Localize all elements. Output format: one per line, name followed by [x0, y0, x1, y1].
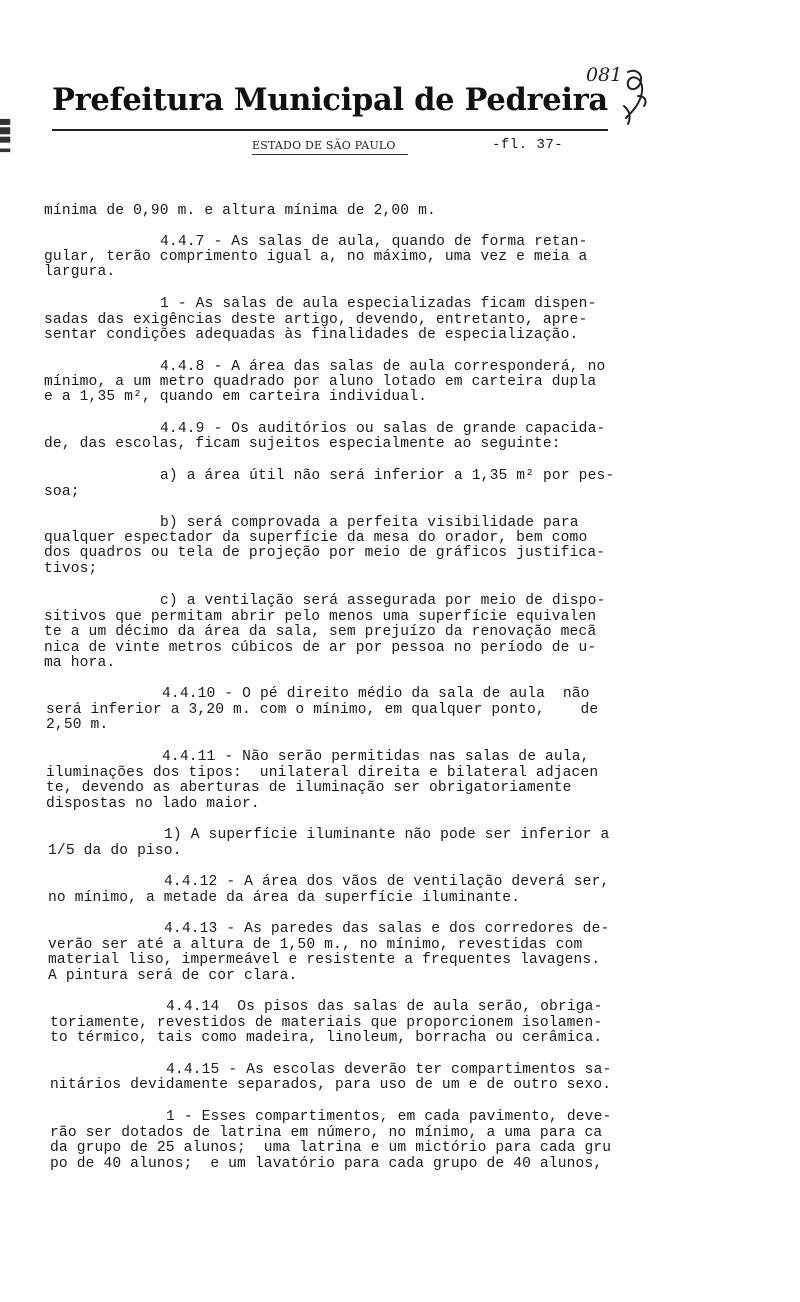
text-line: material liso, impermeável e resistente a frequentes lavagens.: [48, 952, 601, 968]
text-line: 1) A superfície iluminante não pode ser inferior a: [164, 827, 610, 843]
text-line: a) a área útil não será inferior a 1,35 m² por pes-: [160, 468, 615, 484]
text-line: será inferior a 3,20 m. com o mínimo, em qualquer ponto, de: [46, 702, 599, 718]
letterhead-title: Prefeitura Municipal de Pedreira: [52, 82, 608, 118]
handwritten-signature: [614, 66, 654, 128]
state-underline: [252, 154, 408, 155]
text-line: largura.: [44, 264, 116, 280]
text-line: 4.4.13 - As paredes das salas e dos corredores de-: [164, 921, 610, 937]
text-line: 1/5 da do piso.: [48, 843, 182, 859]
text-line: 4.4.10 - O pé direito médio da sala de aula não: [162, 686, 590, 702]
page-stamp-number: 081: [586, 64, 623, 86]
text-line: de, das escolas, ficam sujeitos especialmente ao seguinte:: [44, 436, 561, 452]
text-line: nitários devidamente separados, para uso de um e de outro sexo.: [50, 1077, 612, 1093]
text-line: no mínimo, a metade da área da superfície iluminante.: [48, 890, 521, 906]
text-line: A pintura será de cor clara.: [48, 968, 298, 984]
text-line: nica de vinte metros cúbicos de ar por pessoa no período de u-: [44, 640, 597, 656]
text-line: c) a ventilação será assegurada por meio de dispo-: [160, 593, 606, 609]
text-line: gular, terão comprimento igual a, no máximo, uma vez e meia a: [44, 249, 588, 265]
text-line: sentar condições adequadas às finalidades de especialização.: [44, 327, 579, 343]
text-line: mínima de 0,90 m. e altura mínima de 2,00 m.: [44, 203, 436, 219]
text-line: e a 1,35 m², quando em carteira individual.: [44, 389, 428, 405]
text-line: 4.4.8 - A área das salas de aula corresponderá, no: [160, 359, 606, 375]
text-line: b) será comprovada a perfeita visibilidade para: [160, 515, 579, 531]
text-line: ma hora.: [44, 655, 116, 671]
text-line: 4.4.15 - As escolas deverão ter compartimentos sa-: [166, 1062, 612, 1078]
text-line: dispostas no lado maior.: [46, 796, 260, 812]
text-line: rão ser dotados de latrina em número, no mínimo, a uma para ca: [50, 1125, 603, 1141]
text-line: mínimo, a um metro quadrado por aluno lotado em carteira dupla: [44, 374, 597, 390]
text-line: sitivos que permitam abrir pelo menos uma superfície equivalen: [44, 609, 597, 625]
text-line: po de 40 alunos; e um lavatório para cada grupo de 40 alunos,: [50, 1156, 603, 1172]
text-line: da grupo de 25 alunos; uma latrina e um mictório para cada gru: [50, 1140, 612, 1156]
letterhead-state: ESTADO DE SÃO PAULO: [252, 139, 396, 152]
text-line: soa;: [44, 484, 80, 500]
text-line: verão ser até a altura de 1,50 m., no mínimo, revestidas com: [48, 937, 583, 953]
text-line: toriamente, revestidos de materiais que proporcionem isolamen-: [50, 1015, 603, 1031]
text-line: to térmico, tais como madeira, linoleum, borracha ou cerâmica.: [50, 1030, 603, 1046]
text-line: te a um décimo da área da sala, sem prejuízo da renovação mecã: [44, 624, 597, 640]
side-stamp-mark: ▌▐▌█▐▌: [1, 116, 11, 152]
letterhead-rule: [52, 129, 608, 131]
text-line: 1 - Esses compartimentos, em cada pavimento, deve-: [166, 1109, 612, 1125]
text-line: 2,50 m.: [46, 717, 109, 733]
text-line: 1 - As salas de aula especializadas ficam dispen-: [160, 296, 597, 312]
text-line: 4.4.9 - Os auditórios ou salas de grande capacida-: [160, 421, 606, 437]
text-line: 4.4.7 - As salas de aula, quando de forma retan-: [160, 234, 588, 250]
text-line: sadas das exigências deste artigo, devendo, entretanto, apre-: [44, 312, 588, 328]
text-line: tivos;: [44, 561, 98, 577]
folio-number: -fl. 37-: [492, 137, 564, 153]
text-line: 4.4.12 - A área dos vãos de ventilação deverá ser,: [164, 874, 610, 890]
text-line: iluminações dos tipos: unilateral direita e bilateral adjacen: [46, 765, 599, 781]
text-line: dos quadros ou tela de projeção por meio de gráficos justifica-: [44, 545, 606, 561]
text-line: te, devendo as aberturas de iluminação ser obrigatoriamente: [46, 780, 572, 796]
text-line: 4.4.11 - Não serão permitidas nas salas de aula,: [162, 749, 590, 765]
text-line: 4.4.14 Os pisos das salas de aula serão, obriga-: [166, 999, 603, 1015]
text-line: qualquer espectador da superfície da mesa do orador, bem como: [44, 530, 588, 546]
